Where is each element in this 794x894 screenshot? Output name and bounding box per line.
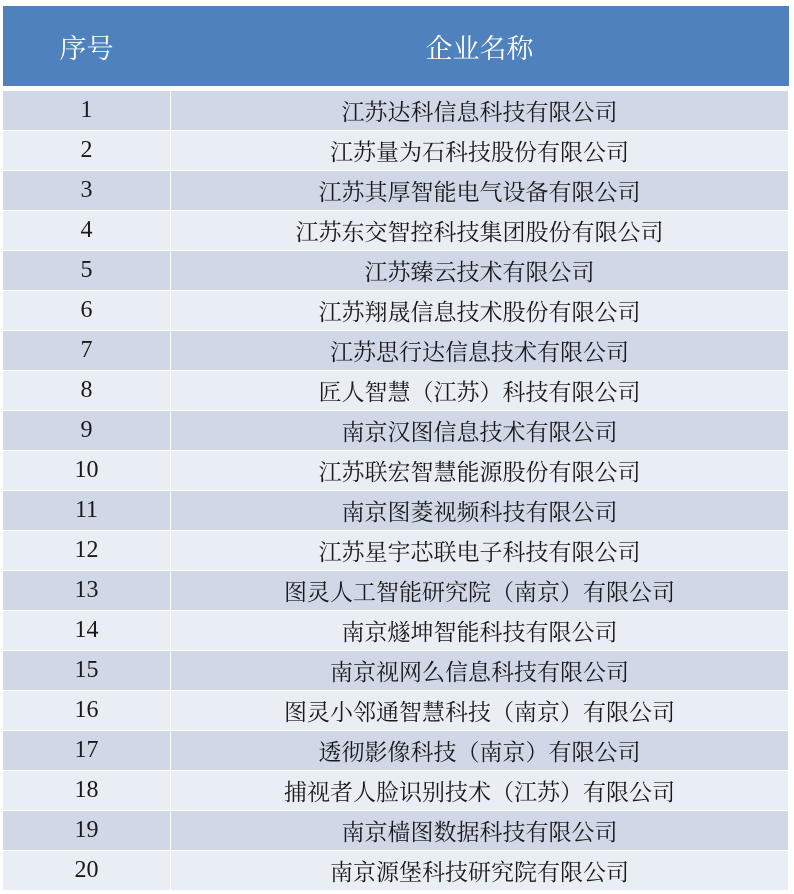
row-index: 3	[3, 170, 171, 210]
row-company-name: 江苏臻云技术有限公司	[171, 250, 789, 290]
table-row	[3, 690, 789, 730]
row-company-name: 江苏翔晟信息技术股份有限公司	[171, 290, 789, 330]
table-row	[3, 810, 789, 850]
row-index: 2	[3, 130, 171, 170]
table-row	[3, 130, 789, 170]
row-index: 17	[3, 730, 171, 770]
row-index: 19	[3, 810, 171, 850]
row-company-name: 江苏东交智控科技集团股份有限公司	[171, 210, 789, 250]
row-company-name: 南京视网么信息科技有限公司	[171, 650, 789, 690]
row-company-name: 南京图菱视频科技有限公司	[171, 490, 789, 530]
row-index: 13	[3, 570, 171, 610]
table-row	[3, 290, 789, 330]
table-header	[3, 6, 789, 90]
row-company-name: 南京樯图数据科技有限公司	[171, 810, 789, 850]
row-index: 1	[3, 90, 171, 130]
header-name: 企业名称	[171, 6, 789, 86]
row-company-name: 江苏其厚智能电气设备有限公司	[171, 170, 789, 210]
table-row	[3, 610, 789, 650]
row-index: 5	[3, 250, 171, 290]
row-company-name: 江苏达科信息科技有限公司	[171, 90, 789, 130]
row-company-name: 南京源堡科技研究院有限公司	[171, 850, 789, 890]
table-row	[3, 570, 789, 610]
row-company-name: 江苏联宏智慧能源股份有限公司	[171, 450, 789, 490]
row-index: 18	[3, 770, 171, 810]
table-row	[3, 770, 789, 810]
table-row	[3, 650, 789, 690]
row-index: 10	[3, 450, 171, 490]
header-row	[3, 6, 789, 86]
company-table	[2, 6, 789, 891]
row-company-name: 江苏量为石科技股份有限公司	[171, 130, 789, 170]
row-index: 16	[3, 690, 171, 730]
row-index: 6	[3, 290, 171, 330]
row-index: 12	[3, 530, 171, 570]
row-index: 11	[3, 490, 171, 530]
row-company-name: 图灵小邻通智慧科技（南京）有限公司	[171, 690, 789, 730]
row-index: 4	[3, 210, 171, 250]
table-row	[3, 330, 789, 370]
row-company-name: 图灵人工智能研究院（南京）有限公司	[171, 570, 789, 610]
header-index: 序号	[3, 6, 171, 86]
row-index: 14	[3, 610, 171, 650]
row-company-name: 江苏星宇芯联电子科技有限公司	[171, 530, 789, 570]
table-row	[3, 250, 789, 290]
row-index: 7	[3, 330, 171, 370]
row-index: 8	[3, 370, 171, 410]
row-company-name: 南京燧坤智能科技有限公司	[171, 610, 789, 650]
table-row	[3, 450, 789, 490]
table-row	[3, 170, 789, 210]
row-company-name: 南京汉图信息技术有限公司	[171, 410, 789, 450]
row-index: 20	[3, 850, 171, 890]
table-row	[3, 410, 789, 450]
table-row	[3, 730, 789, 770]
table-body	[3, 90, 789, 890]
table-row	[3, 90, 789, 130]
table-row	[3, 210, 789, 250]
row-company-name: 捕视者人脸识别技术（江苏）有限公司	[171, 770, 789, 810]
row-index: 15	[3, 650, 171, 690]
table-row	[3, 490, 789, 530]
row-company-name: 匠人智慧（江苏）科技有限公司	[171, 370, 789, 410]
row-index: 9	[3, 410, 171, 450]
row-company-name: 透彻影像科技（南京）有限公司	[171, 730, 789, 770]
table-row	[3, 530, 789, 570]
table-row	[3, 850, 789, 890]
row-company-name: 江苏思行达信息技术有限公司	[171, 330, 789, 370]
table-row	[3, 370, 789, 410]
